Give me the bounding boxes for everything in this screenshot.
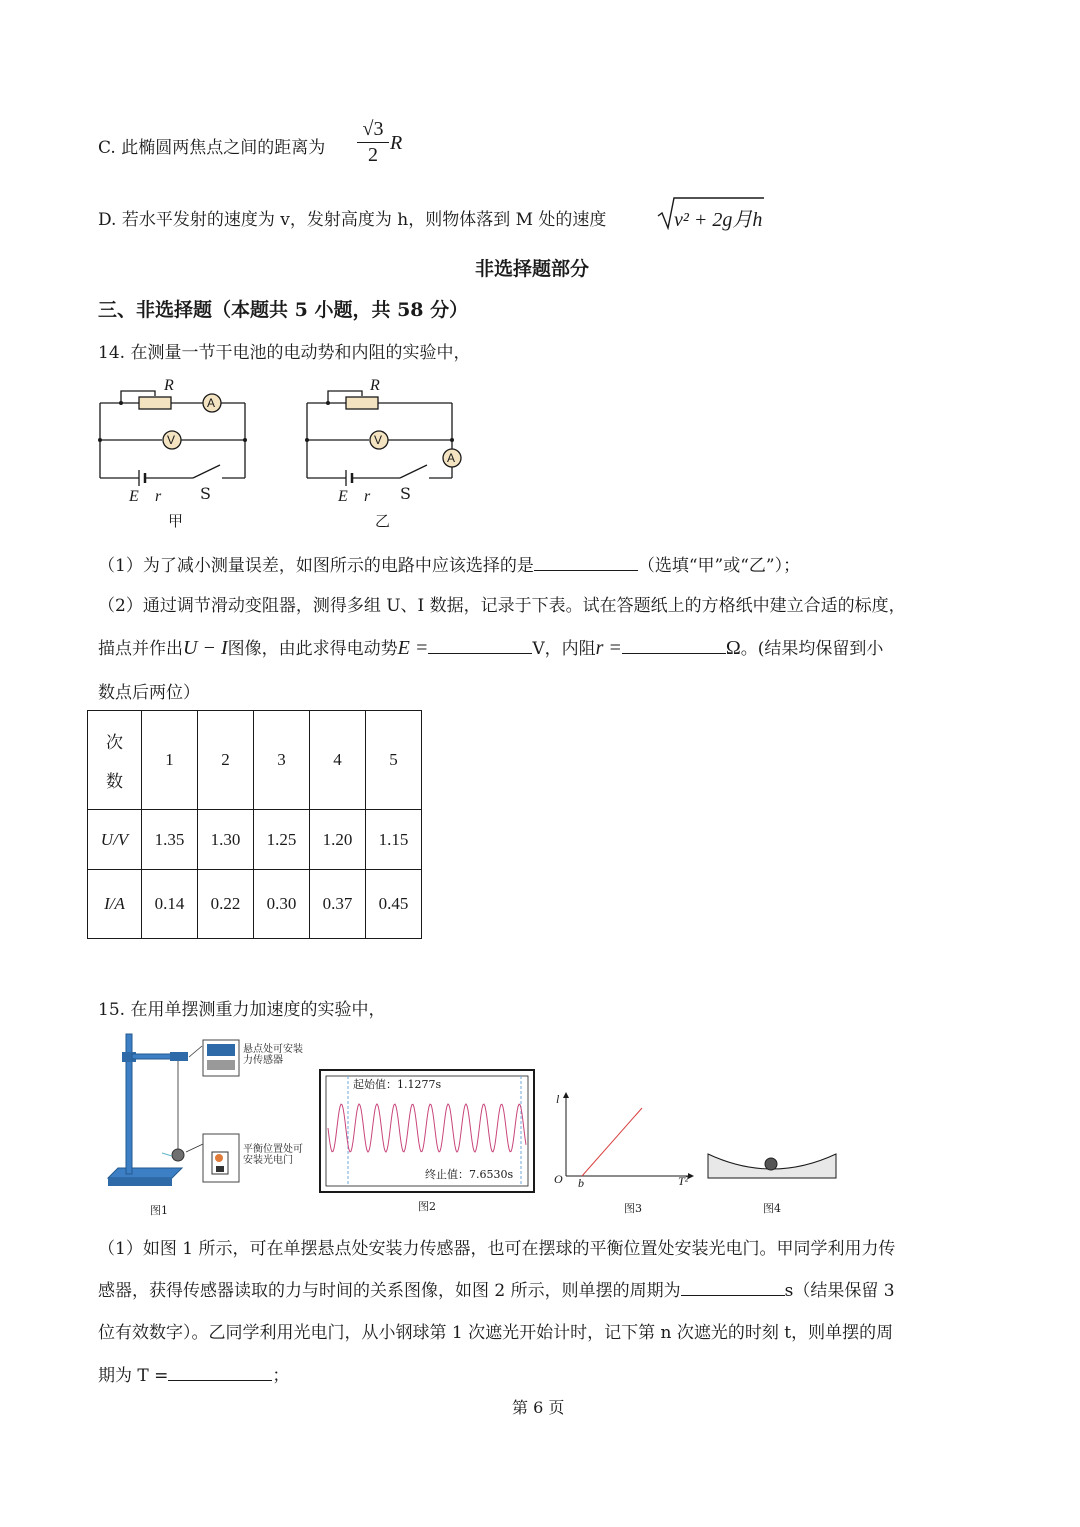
table-cell: 1.20 bbox=[310, 810, 366, 870]
q14-part1-text: （1）为了减小测量误差，如图所示的电路中应该选择的是 bbox=[98, 556, 534, 576]
figure-3-graph bbox=[548, 1090, 698, 1190]
circuit-yi bbox=[302, 378, 467, 528]
yi-R-label: R bbox=[370, 377, 380, 394]
section-title: 非选择题部分 bbox=[475, 258, 590, 280]
q15-part1-line3: 位有效数字）。乙同学利用光电门，从小钢球第 1 次遮光开始计时，记下第 n 次遮光的时刻 t，则单摆的周 bbox=[98, 1323, 894, 1343]
table-row-header bbox=[88, 711, 422, 810]
q15-part1-line1: （1）如图 1 所示，可在单摆悬点处安装力传感器，也可在摆球的平衡位置处安装光电门。甲同学利用力传 bbox=[98, 1239, 896, 1259]
table-cell: 0.14 bbox=[142, 870, 198, 939]
option-d-text: D. 若水平发射的速度为 v，发射高度为 h，则物体落到 M 处的速度 bbox=[98, 210, 607, 230]
section-heading: 三、非选择题（本题共 5 小题，共 58 分） bbox=[98, 299, 469, 321]
table-header-cell: 4 bbox=[310, 711, 366, 810]
jia-ammeter-label: A bbox=[207, 396, 216, 410]
fig2-start-value: 起始值：1.1277s bbox=[353, 1078, 442, 1091]
fraction-bar bbox=[357, 142, 389, 143]
data-table bbox=[87, 710, 422, 939]
jia-voltmeter-label: V bbox=[167, 433, 176, 447]
q14-part2-tail: 。(结果均保留到小 bbox=[740, 639, 884, 659]
yi-E-label: E bbox=[338, 488, 348, 505]
circuit-jia bbox=[95, 378, 255, 528]
fig3-l-label: l bbox=[556, 1092, 560, 1106]
q15-period-blank[interactable] bbox=[681, 1294, 785, 1296]
page-footer: 第 6 页 bbox=[512, 1398, 565, 1417]
table-cell: 1.25 bbox=[254, 810, 310, 870]
q15-T-tail: ； bbox=[272, 1366, 290, 1386]
q15-intro: 15. 在用单摆测重力加速度的实验中， bbox=[98, 1000, 386, 1020]
yi-voltmeter-label: V bbox=[374, 433, 383, 447]
table-cell: 1.15 bbox=[366, 810, 422, 870]
option-c-text: C. 此椭圆两焦点之间的距离为 bbox=[98, 138, 326, 158]
fig3-O-label: O bbox=[554, 1172, 563, 1186]
q14-part1-tail: （选填“甲”或“乙”）； bbox=[637, 556, 801, 576]
q15-part1-tail: s（结果保留 3 bbox=[784, 1281, 895, 1301]
fig3-b-label: b bbox=[578, 1176, 584, 1190]
q14-part2-line3: 数点后两位） bbox=[98, 683, 200, 703]
q15-T-blank[interactable] bbox=[168, 1379, 272, 1381]
q15-T-text: 期为 T = bbox=[98, 1366, 169, 1386]
yi-S-label: S bbox=[400, 484, 411, 503]
table-cell: 0.30 bbox=[254, 870, 310, 939]
table-row-label: I/A bbox=[88, 870, 142, 939]
jia-caption: 甲 bbox=[168, 512, 184, 530]
q15-part1-line2 bbox=[98, 1276, 895, 1301]
table-header-cell: 3 bbox=[254, 711, 310, 810]
table-cell: 0.37 bbox=[310, 870, 366, 939]
q14-part2-line1: （2）通过调节滑动变阻器，测得多组 U、I 数据，记录于下表。试在答题纸上的方格纸中建立合适的标度， bbox=[98, 596, 906, 616]
option-c-var: R bbox=[390, 132, 403, 154]
q14-part2-text-b: 图像，由此求得电动势 bbox=[227, 639, 398, 659]
q14-intro: 14. 在测量一节干电池的电动势和内阻的实验中， bbox=[98, 343, 471, 363]
jia-S-label: S bbox=[200, 484, 211, 503]
fig2-end-value: 终止值：7.6530s bbox=[425, 1168, 514, 1181]
fraction-numerator: √3 bbox=[362, 118, 384, 140]
table-header-cell: 次 数 bbox=[88, 711, 142, 810]
q14-part1-blank[interactable] bbox=[534, 569, 638, 571]
fig1-note-top: 悬点处可安装力传感器 bbox=[243, 1044, 303, 1066]
q14-ohm-symbol: Ω bbox=[725, 637, 741, 659]
q14-r-blank[interactable] bbox=[622, 652, 726, 654]
q15-part1-line4 bbox=[98, 1361, 289, 1386]
fig3-caption: 图3 bbox=[624, 1202, 642, 1215]
q14-part2-text-a: 描点并作出 bbox=[98, 639, 183, 659]
figure-4-bowl bbox=[705, 1148, 840, 1182]
fig4-caption: 图4 bbox=[763, 1202, 781, 1215]
table-row-label: U/V bbox=[88, 810, 142, 870]
q14-ui-formula: U − I bbox=[183, 637, 228, 659]
q14-E-blank[interactable] bbox=[428, 652, 532, 654]
yi-ammeter-label: A bbox=[447, 451, 456, 465]
jia-r-label: r bbox=[155, 488, 162, 505]
option-d-formula: v² + 2g月h bbox=[674, 209, 763, 231]
jia-E-label: E bbox=[129, 488, 139, 505]
yi-caption: 乙 bbox=[375, 512, 391, 530]
table-cell: 1.30 bbox=[198, 810, 254, 870]
fraction-denominator: 2 bbox=[368, 144, 378, 166]
option-d bbox=[98, 205, 606, 230]
table-header-cell: 1 bbox=[142, 711, 198, 810]
q15-part1-text: 感器，获得传感器读取的力与时间的关系图像，如图 2 所示，则单摆的周期为 bbox=[98, 1281, 681, 1301]
q14-part2-line2 bbox=[98, 634, 883, 660]
table-cell: 0.22 bbox=[198, 870, 254, 939]
yi-r-label: r bbox=[364, 488, 371, 505]
fig3-T2-label: T² bbox=[678, 1174, 689, 1188]
table-row-I bbox=[88, 870, 422, 939]
table-cell: 1.35 bbox=[142, 810, 198, 870]
option-c bbox=[98, 133, 325, 158]
table-header-cell: 2 bbox=[198, 711, 254, 810]
table-cell: 0.45 bbox=[366, 870, 422, 939]
option-c-fraction bbox=[355, 118, 391, 167]
jia-R-label: R bbox=[164, 377, 174, 394]
q14-E-symbol: E = bbox=[397, 637, 429, 659]
fig1-note-bottom: 平衡位置处可安装光电门 bbox=[243, 1144, 303, 1166]
q14-r-symbol: r = bbox=[595, 637, 622, 659]
table-header-cell: 5 bbox=[366, 711, 422, 810]
table-row-U bbox=[88, 810, 422, 870]
q14-V-text: V，内阻 bbox=[532, 639, 596, 659]
fig1-caption: 图1 bbox=[150, 1204, 168, 1217]
fig2-caption: 图2 bbox=[418, 1200, 436, 1213]
q14-part1 bbox=[98, 551, 800, 576]
